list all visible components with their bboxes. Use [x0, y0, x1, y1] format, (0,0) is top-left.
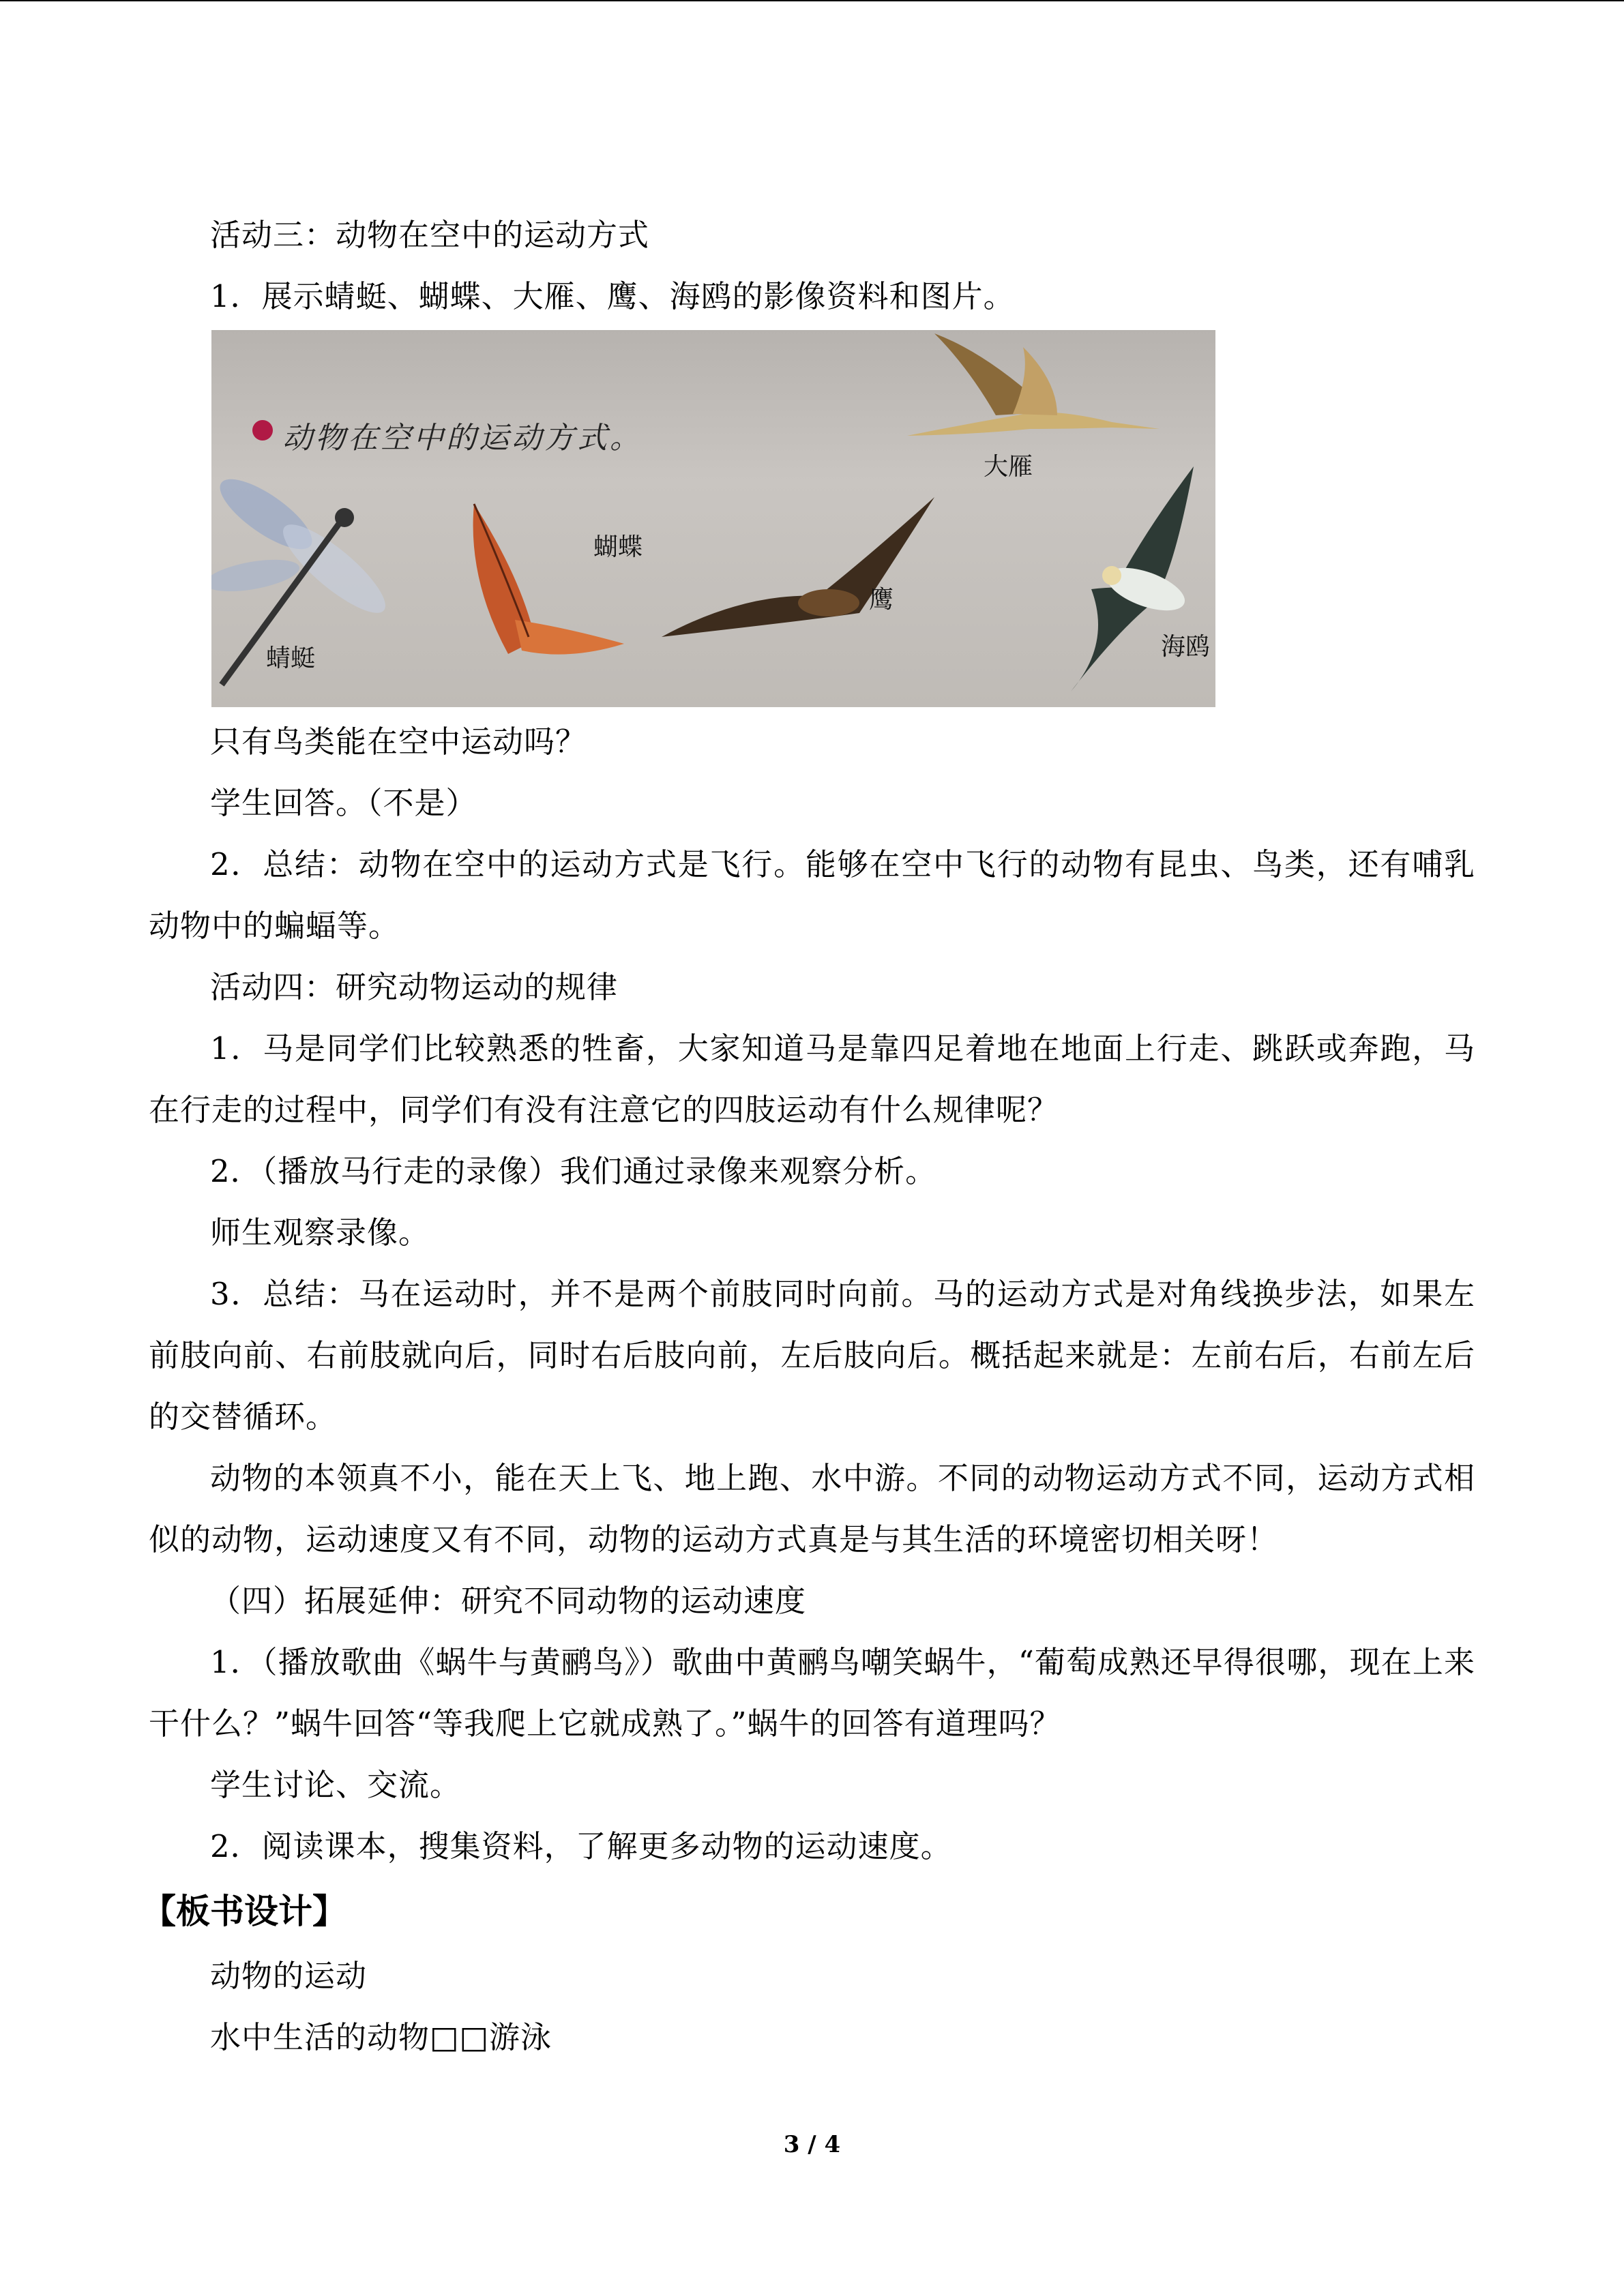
- gull-label: 海鸥: [1161, 633, 1211, 661]
- goose-label: 大雁: [984, 453, 1033, 481]
- board-line: 水中生活的动物□□游泳: [210, 2019, 552, 2055]
- butterfly-label: 蝴蝶: [593, 533, 643, 561]
- butterfly-image: [460, 497, 638, 681]
- paragraph: 2．阅读课本，搜集资料，了解更多动物的运动速度。: [210, 1828, 952, 1864]
- paragraph: 师生观察录像。: [210, 1214, 430, 1251]
- paragraph: 3．总结：马在运动时，并不是两个前肢同时向前。马的运动方式是对角线换步法，如果左前肢向前、右前肢就向后，同时右后肢向前，左后肢向后。概括起来就是：左前右后，右前左后的交替循环。: [149, 1276, 1475, 1435]
- figure-title: 动物在空中的运动方式。: [282, 421, 643, 456]
- paragraph: 2．（播放马行走的录像）我们通过录像来观察分析。: [210, 1153, 937, 1189]
- goose-image: [894, 330, 1166, 449]
- paragraph: 1．（播放歌曲《蜗牛与黄鹂鸟》）歌曲中黄鹂鸟嘲笑蜗牛，“葡萄成熟还早得很哪，现在上来干什么？”蜗牛回答“等我爬上它就成熟了。”蜗牛的回答有道理吗？: [149, 1644, 1475, 1742]
- bullet-dot: [252, 420, 273, 441]
- paragraph: 1．展示蜻蜓、蝴蝶、大雁、鹰、海鸥的影像资料和图片。: [210, 278, 1015, 314]
- eagle-image: [662, 483, 934, 647]
- document-body: [142, 205, 1475, 2068]
- flying-animals-photo: [211, 330, 1215, 707]
- section-heading: 【板书设计】: [142, 1892, 346, 1931]
- eagle-label: 鹰: [869, 586, 894, 614]
- paragraph: 学生回答。（不是）: [210, 785, 477, 821]
- page-number: 3 / 4: [783, 2131, 841, 2158]
- page-top-border: [0, 0, 1624, 1]
- paragraph: 2．总结：动物在空中的运动方式是飞行。能够在空中飞行的动物有昆虫、鸟类，还有哺乳动物中的蝙蝠等。: [149, 846, 1475, 944]
- paragraph: 学生讨论、交流。: [210, 1767, 462, 1803]
- activity-four-heading: 活动四：研究动物运动的规律: [210, 969, 619, 1005]
- paragraph: 动物的本领真不小，能在天上飞、地上跑、水中游。不同的动物运动方式不同，运动方式相似的动物，运动速度又有不同，动物的运动方式真是与其生活的环境密切相关呀！: [149, 1460, 1475, 1557]
- paragraph: 只有鸟类能在空中运动吗？: [210, 724, 587, 760]
- paragraph: 1．马是同学们比较熟悉的牲畜，大家知道马是靠四足着地在地面上行走、跳跃或奔跑，马在行走的过程中，同学们有没有注意它的四肢运动有什么规律呢？: [149, 1030, 1475, 1128]
- extension-heading: （四）拓展延伸：研究不同动物的运动速度: [210, 1583, 807, 1619]
- board-line: 动物的运动: [210, 1958, 368, 1994]
- activity-three-heading: 活动三：动物在空中的运动方式: [210, 217, 650, 253]
- dragonfly-label: 蜻蜓: [266, 644, 316, 672]
